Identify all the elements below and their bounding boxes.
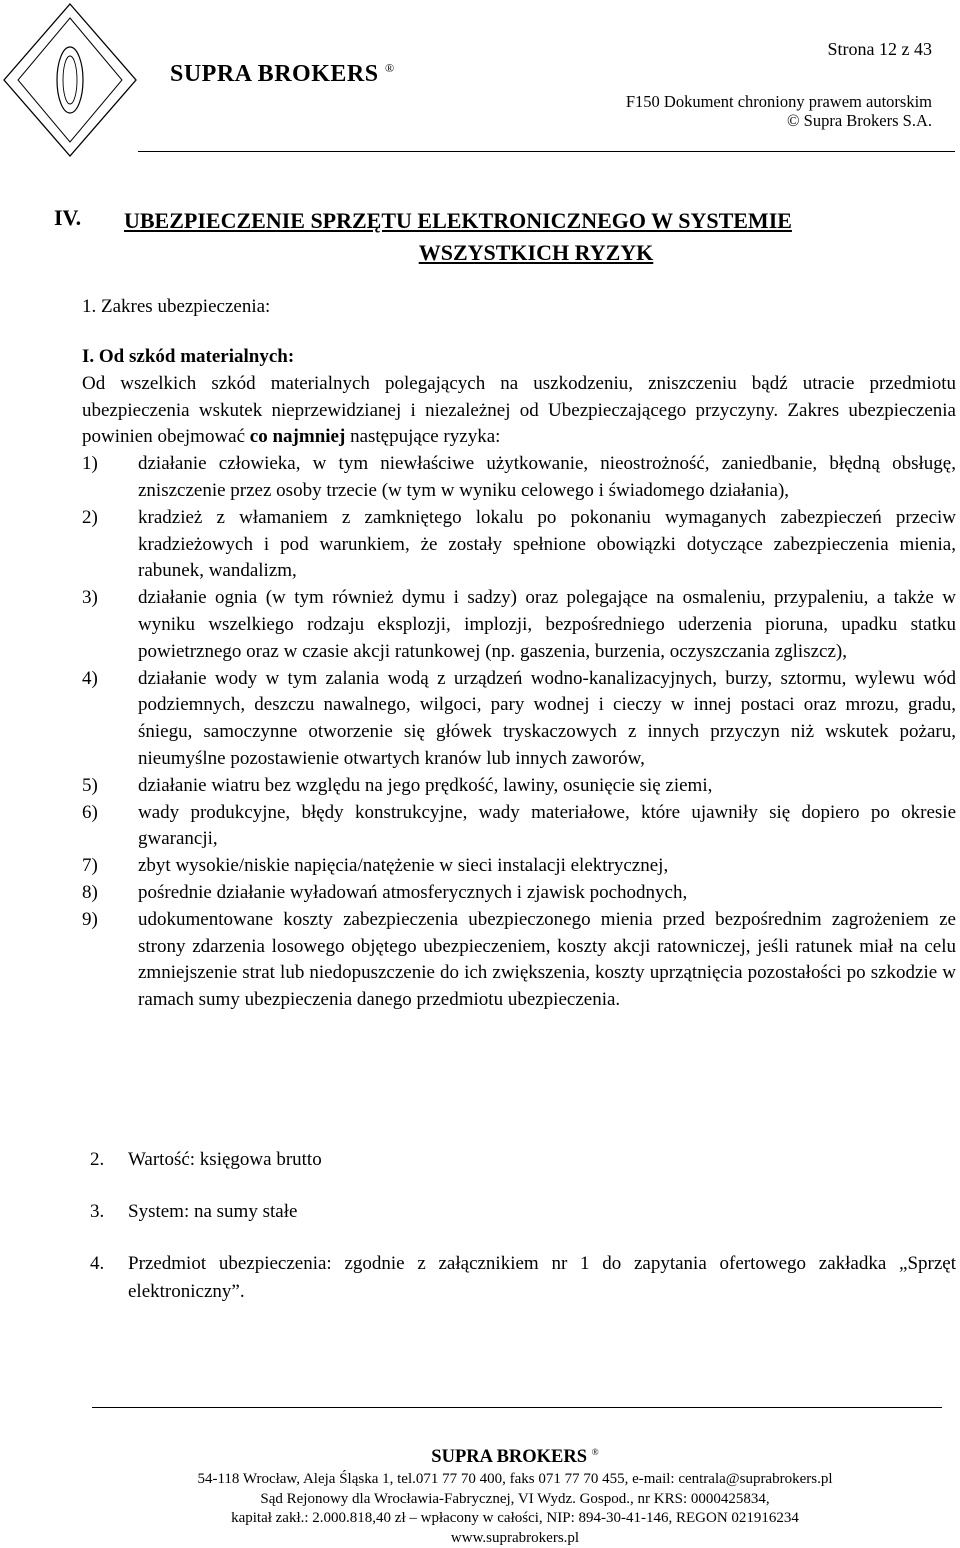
section-number: IV. [54, 205, 82, 230]
header-divider [138, 151, 955, 152]
intro-emphasis: co najmniej [249, 426, 346, 448]
risk-item: 7) zbyt wysokie/niskie napięcia/natężenie w sieci instalacji elektrycznej, [82, 855, 669, 877]
footer-divider [92, 1407, 942, 1408]
risk-item: 5) działanie wiatru bez względu na jego prędkość, lawiny, osunięcie się ziemi, [82, 774, 713, 796]
section-title-line-1: UBEZPIECZENIE SPRZĘTU ELEKTRONICZNEGO W SYSTEMIE [124, 208, 792, 233]
page-number: Strona 12 z 43 [827, 39, 932, 59]
scope-heading: 1. Zakres ubezpieczenia: [82, 296, 271, 317]
subject-item: 4. Przedmiot ubezpieczenia: zgodnie z załącznikiem nr 1 do zapytania ofertowego zakładka „Sprzęt elektroniczny”. [90, 1253, 956, 1302]
damage-heading: I. Od szkód materialnych: [82, 346, 295, 367]
risk-item: 4) działanie wody w tym zalania wodą z urządzeń wodno-kanalizacyjnych, burzy, sztormu, wylewu wód podziemnych, deszczu nawalnego, wilgoci, pary wodnej i cieczy w innej postaci oraz mrozu, gradu, śniegu, samoczynne otworzenie się główek tryskaczowych z innych przyczyn niż wskutek pożaru, nieumyślne pozostawienie otwartych kranów lub innych zaworów, [82, 667, 956, 769]
risk-item: 9) udokumentowane koszty zabezpieczenia ubezpieczonego mienia przed bezpośrednim zagrożeniem ze strony zdarzenia losowego objętego ubezpieczeniem, koszty akcji ratowniczej, jeśli ratunek miał na celu zmniejszenie strat lub niedopuszczenie do ich zwiększenia, koszty uprzątnięcia pozostałości po szkodzie w ramach sumy ubezpieczenia danego przedmiotu ubezpieczenia. [82, 908, 956, 1011]
risk-item: 6) wady produkcyjne, błędy konstrukcyjne, wady materiałowe, które ujawniły się dopiero po okresie gwarancji, [82, 801, 956, 850]
footer-capital: kapitał zakł.: 2.000.818,40 zł – wpłacony w całości, NIP: 894-30-41-146, REGON 021916234 [231, 1510, 799, 1527]
risk-list [82, 451, 956, 1014]
risk-item: 8) pośrednie działanie wyładowań atmosferycznych i zjawisk pochodnych, [82, 881, 688, 903]
risk-item: 3) działanie ognia (w tym również dymu i sadzy) oraz polegające na osmaleniu, przypaleniu, a także w wyniku wszelkiego rodzaju eksplozji, implozji, bezpośredniego uderzenia pioruna, upadku statku powietrznego oraz w czasie akcji ratunkowej (np. gaszenia, burzenia, oczyszczania zgliszcz), [82, 587, 956, 662]
section-title-line-2: WSZYSTKICH RYZYK [418, 240, 654, 265]
scope-body [82, 344, 956, 1014]
supra-brokers-logo [0, 0, 140, 160]
footer-address: 54-118 Wrocław, Aleja Śląska 1, tel.071 77 70 400, faks 071 77 70 455, e-mail: centrala@suprabrokers.pl [197, 1471, 833, 1488]
footer-court: Sąd Rejonowy dla Wrocławia-Fabrycznej, VI Wydz. Gospod., nr KRS: 0000425834, [260, 1490, 770, 1507]
footer-brand: SUPRA BROKERS ® [431, 1447, 599, 1468]
section-title [124, 205, 948, 269]
scope-intro: Od wszelkich szkód materialnych polegających na uszkodzeniu, zniszczeniu bądź utracie przedmiotu ubezpieczenia wskutek nieprzewidzianej i niezależnej od Ubezpieczającego przyczyny. Zakres ubezpieczenia powinien obejmować co najmniej następujące ryzyka: [82, 372, 956, 448]
copyright-notice: © Supra Brokers S.A. [787, 111, 932, 130]
risk-item: 1) działanie człowieka, w tym niewłaściwe użytkowanie, nieostrożność, zaniedbanie, błędną obsługę, zniszczenie przez osoby trzecie (w tym w wyniku celowego i świadomego działania), [82, 453, 956, 501]
header-brand: SUPRA BROKERS ® [170, 61, 395, 87]
risk-item: 2) kradzież z włamaniem z zamkniętego lokalu po pokonaniu wymaganych zabezpieczeń przeciw kradzieżowych i pod warunkiem, że zostały spełnione obowiązki dotyczące zabezpieczenia mienia, rabunek, wandalizm, [82, 506, 956, 582]
footer [90, 1440, 940, 1548]
footer-website: www.suprabrokers.pl [450, 1529, 580, 1546]
document-id: F150 Dokument chroniony prawem autorskim [625, 92, 932, 111]
value-item: 2. Wartość: księgowa brutto [90, 1149, 322, 1170]
system-item: 3. System: na sumy stałe [90, 1201, 298, 1222]
